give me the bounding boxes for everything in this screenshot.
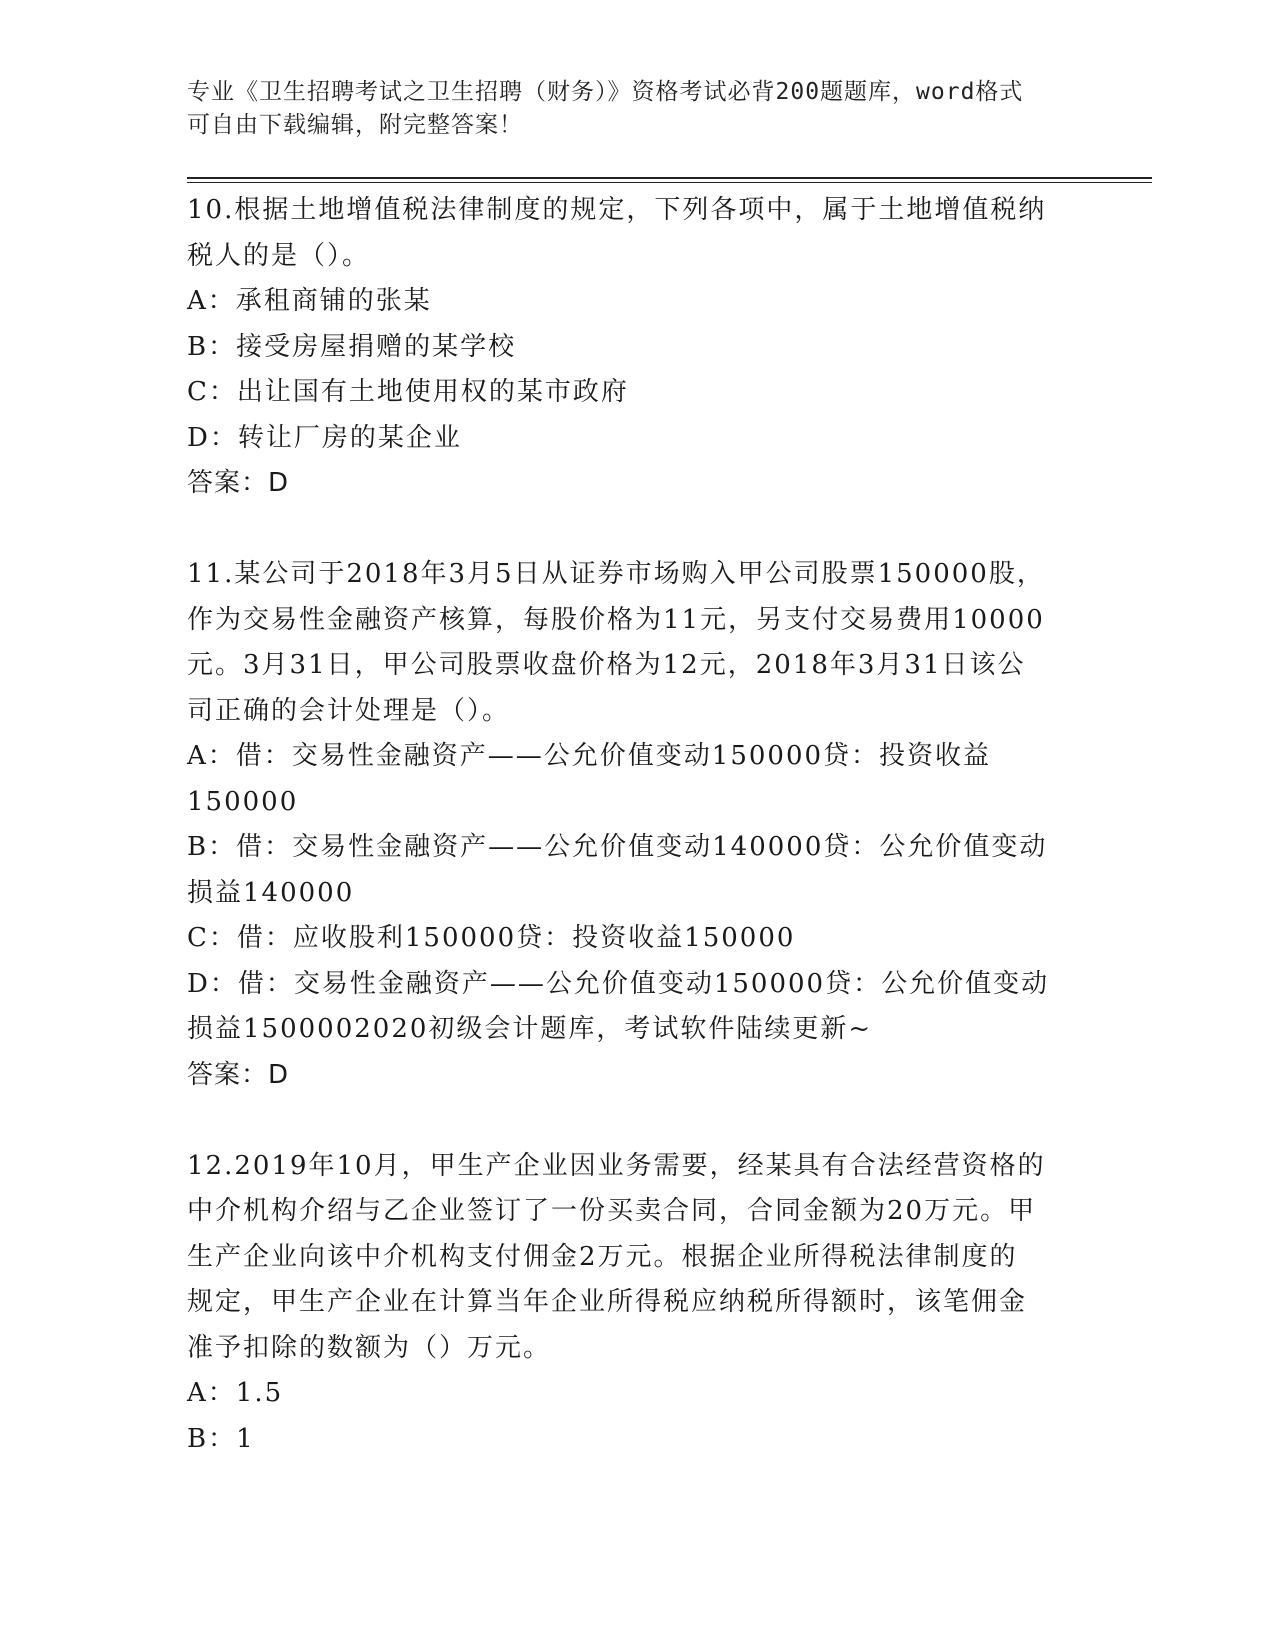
question-10 xyxy=(187,188,1087,507)
option-d: D：转让厂房的某企业 xyxy=(187,422,462,453)
option-b: B：1 xyxy=(187,1423,255,1454)
question-stem-line: 规定，甲生产企业在计算当年企业所得税应纳税所得额时，该笔佣金 xyxy=(187,1287,1028,1317)
question-stem-line: 生产企业向该中介机构支付佣金2万元。根据企业所得税法律制度的 xyxy=(187,1241,1018,1272)
question-12 xyxy=(187,1144,1087,1463)
question-stem-line: 元。3月31日，甲公司股票收盘价格为12元，2018年3月31日该公 xyxy=(187,650,1026,680)
question-11 xyxy=(187,552,1087,1098)
option-b: B：借：交易性金融资产——公允价值变动140000贷：公允价值变动 xyxy=(187,832,1048,862)
question-stem-line: 10.根据土地增值税法律制度的规定，下列各项中，属于土地增值税纳 xyxy=(187,195,1047,225)
option-c: C：出让国有土地使用权的某市政府 xyxy=(187,377,629,407)
header-line-1: 专业《卫生招聘考试之卫生招聘（财务）》资格考试必背200题题库，word格式 xyxy=(187,79,1024,105)
header-divider-thick xyxy=(187,177,1152,179)
option-d: D：借：交易性金融资产——公允价值变动150000贷：公允价值变动 xyxy=(187,968,1050,999)
question-stem-line: 司正确的会计处理是（）。 xyxy=(187,695,511,726)
option-c: C：借：应收股利150000贷：投资收益150000 xyxy=(187,923,796,953)
question-stem-line: 12.2019年10月，甲生产企业因业务需要，经某具有合法经营资格的 xyxy=(187,1150,1046,1181)
question-stem-line: 准予扣除的数额为（）万元。 xyxy=(187,1332,552,1363)
option-a-continued: 150000 xyxy=(187,786,299,817)
question-spacer xyxy=(187,507,1087,553)
answer-label: 答案：D xyxy=(187,1059,290,1090)
option-b-continued: 损益140000 xyxy=(187,877,355,908)
question-list xyxy=(187,188,1087,1462)
question-spacer xyxy=(187,1098,1087,1144)
question-stem-line: 11.某公司于2018年3月5日从证券市场购入甲公司股票150000股， xyxy=(187,559,1045,589)
header-line-2: 可自由下载编辑，附完整答案！ xyxy=(187,112,523,138)
option-a: A：1.5 xyxy=(187,1378,284,1408)
question-stem-line: 中介机构介绍与乙企业签订了一份买卖合同，合同金额为20万元。甲 xyxy=(187,1196,1037,1226)
document-header xyxy=(187,76,1087,142)
option-b: B：接受房屋捐赠的某学校 xyxy=(187,331,517,362)
option-a: A：借：交易性金融资产——公允价值变动150000贷：投资收益 xyxy=(187,741,992,771)
option-d-continued: 损益1500002020初级会计题库，考试软件陆续更新~ xyxy=(187,1014,873,1044)
answer-label: 答案：D xyxy=(187,468,290,498)
question-stem-line: 税人的是（）。 xyxy=(187,240,371,271)
option-a: A：承租商铺的张某 xyxy=(187,286,432,316)
header-divider-thin xyxy=(187,182,1152,183)
question-stem-line: 作为交易性金融资产核算，每股价格为11元，另支付交易费用10000 xyxy=(187,604,1045,635)
